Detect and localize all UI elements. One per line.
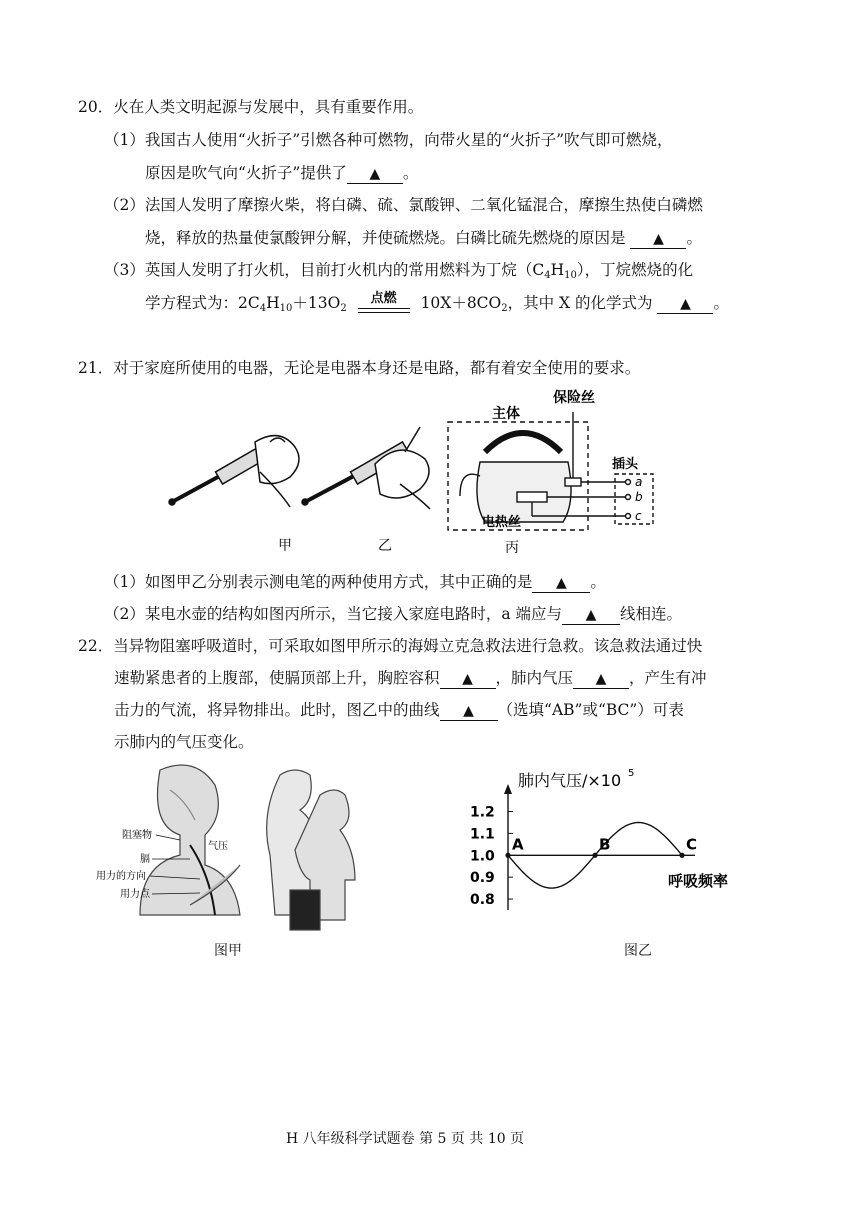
q20-stem: 20．火在人类文明起源与发展中，具有重要作用。 bbox=[78, 98, 424, 116]
label-yi: 乙 bbox=[378, 538, 392, 554]
q22-line2: 速勒紧患者的上腹部，使膈顶部上升，胸腔容积 ▲ ，肺内气压 ▲ ，产生有冲 bbox=[114, 669, 707, 687]
q20-part3-line1: （3）英国人发明了打火机，目前打火机内的常用燃料为丁烷$(C_4H_{10})$，丁烷燃烧的化 bbox=[104, 261, 694, 281]
label-jia: 甲 bbox=[278, 538, 292, 554]
chart-ylabel: 肺内气压/×10 bbox=[518, 771, 622, 790]
heimlich-figure bbox=[90, 755, 370, 935]
answer-blank[interactable]: ▲ bbox=[562, 605, 620, 625]
caption-figure-a: 图甲 bbox=[214, 943, 242, 959]
q21-part1: （1）如图甲乙分别表示测电笔的两种使用方式，其中正确的是 ▲ 。 bbox=[104, 573, 606, 591]
curve-point-label: C bbox=[686, 835, 698, 854]
answer-blank[interactable]: ▲ bbox=[440, 669, 496, 689]
chart-xlabel: 呼吸频率 bbox=[668, 872, 729, 890]
label-heater: 电热丝 bbox=[482, 515, 522, 530]
reaction-condition: 点燃 bbox=[358, 298, 410, 311]
answer-blank[interactable]: ▲ bbox=[347, 164, 403, 184]
label-plug: 插头 bbox=[612, 457, 639, 472]
y-tick-label: 1.2 bbox=[470, 804, 495, 821]
q21-part2: （2）某电水壶的结构如图丙所示，当它接入家庭电路时，a 端应与 ▲ 线相连。 bbox=[104, 605, 683, 623]
y-tick-label: 1.1 bbox=[470, 826, 495, 843]
label-c: c bbox=[635, 509, 642, 523]
q20-part2-line1: （2）法国人发明了摩擦火柴，将白磷、硫、氯酸钾、二氧化锰混合，摩擦生热使白磷燃 bbox=[104, 196, 703, 214]
chart-ylabel-exponent: 5 bbox=[628, 768, 635, 779]
page-footer: H 八年级科学试题卷 第 5 页 共 10 页 bbox=[286, 1131, 525, 1147]
lung-pressure-chart bbox=[460, 760, 770, 920]
label-fuse: 保险丝 bbox=[553, 390, 595, 406]
y-axis-arrow bbox=[504, 784, 512, 794]
q22-line4: 示肺内的气压变化。 bbox=[114, 733, 254, 751]
label-body: 主体 bbox=[492, 406, 520, 422]
test-pen-method-jia bbox=[169, 436, 299, 507]
q20-part3-line2: 学方程式为：$2C_4H_{10}+13O_2$ 点燃 $10X+8CO_2$，其中 X 的化学式为 ▲ 。 bbox=[145, 291, 729, 314]
curve-point-C bbox=[679, 853, 684, 858]
label-a: a bbox=[635, 475, 643, 489]
q21-figure bbox=[160, 384, 660, 556]
y-tick-label: 1.0 bbox=[470, 848, 495, 865]
curve-point-B bbox=[592, 853, 597, 858]
q22-line3: 击力的气流，将异物排出。此时，图乙中的曲线 ▲ （选填“AB”或“BC”）可表 bbox=[114, 701, 684, 719]
q20-part1-line2: 原因是吹气向“火折子”提供了 ▲ 。 bbox=[145, 164, 419, 182]
q21-stem: 21．对于家庭所使用的电器，无论是电器本身还是电路，都有着安全使用的要求。 bbox=[78, 359, 641, 377]
answer-blank[interactable]: ▲ bbox=[532, 573, 590, 593]
chart-axes bbox=[470, 784, 697, 910]
q20-part1-line1: （1）我国古人使用“火折子”引燃各种可燃物，向带火星的“火折子”吹气即可燃烧， bbox=[104, 131, 673, 149]
curve-point-label: B bbox=[599, 835, 611, 854]
caption-figure-b: 图乙 bbox=[624, 943, 652, 959]
label-force-point: 用力点 bbox=[120, 889, 150, 900]
answer-blank[interactable]: ▲ bbox=[440, 701, 498, 721]
label-b: b bbox=[635, 490, 643, 504]
q22-line1: 22．当异物阻塞呼吸道时，可采取如图甲所示的海姆立克急救法进行急救。该急救法通过快 bbox=[78, 637, 703, 655]
q20-part2-line2: 烧，释放的热量使氯酸钾分解，并使硫燃烧。白磷比硫先燃烧的原因是 ▲ 。 bbox=[145, 229, 702, 247]
answer-blank[interactable]: ▲ bbox=[657, 294, 713, 314]
test-pen-method-yi bbox=[302, 427, 430, 509]
y-tick-label: 0.9 bbox=[470, 870, 495, 887]
answer-blank[interactable]: ▲ bbox=[573, 669, 629, 689]
y-tick-label: 0.8 bbox=[470, 892, 495, 909]
label-force-direction: 用力的方向 bbox=[96, 871, 146, 882]
curve-point-label: A bbox=[512, 835, 524, 854]
label-air: 气压 bbox=[208, 841, 228, 852]
label-bing: 丙 bbox=[505, 540, 519, 556]
label-diaphragm: 膈 bbox=[140, 854, 150, 865]
label-obstruction: 阻塞物 bbox=[122, 830, 152, 841]
answer-blank[interactable]: ▲ bbox=[630, 229, 686, 249]
curve-point-A bbox=[505, 853, 510, 858]
